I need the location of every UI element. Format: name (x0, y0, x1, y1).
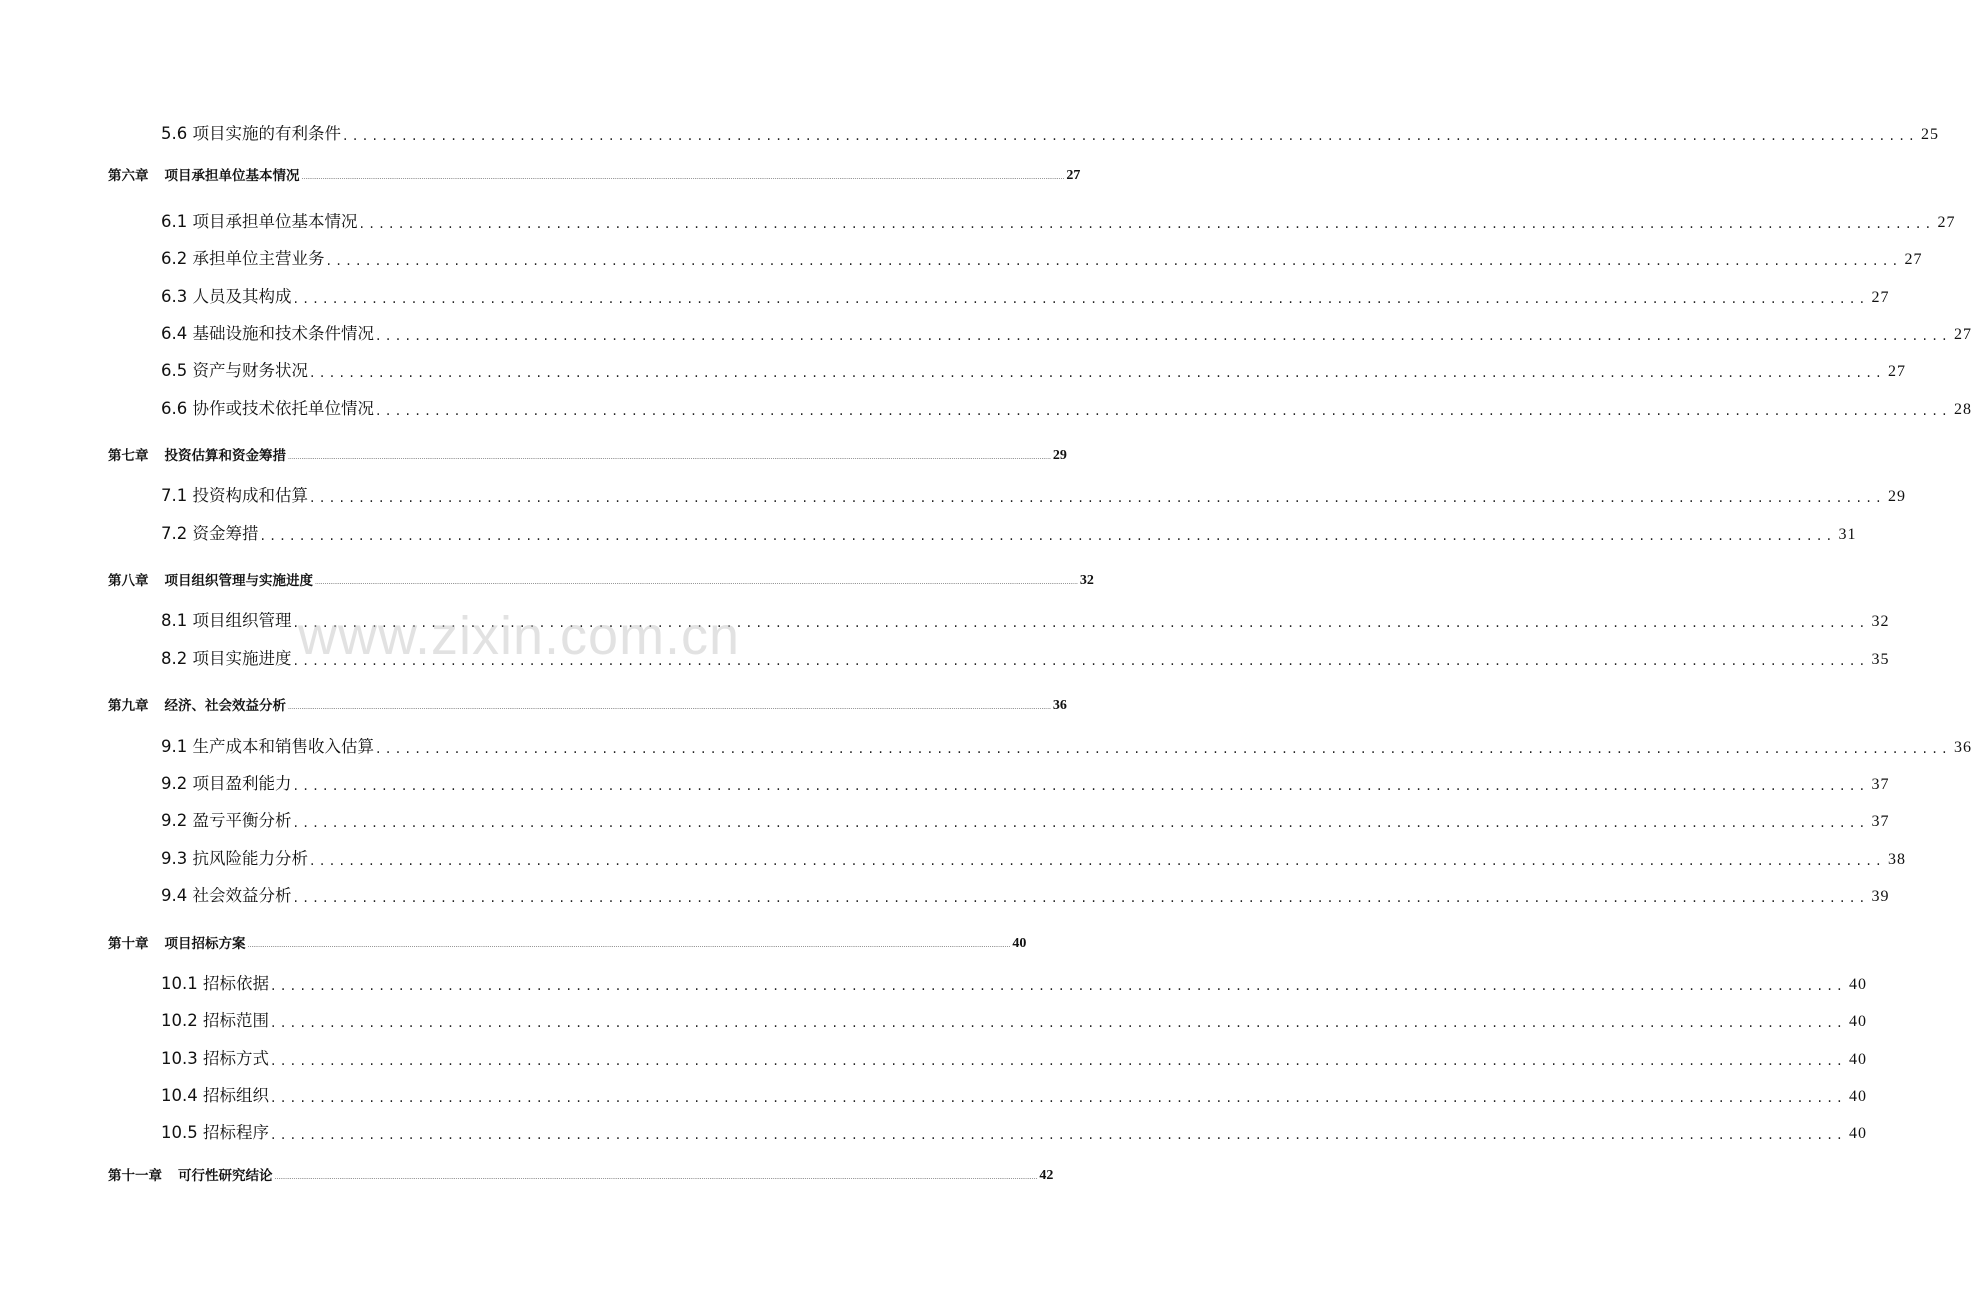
dot-leader: ................................................................................................................................................................ (293, 778, 1870, 794)
toc-section-entry[interactable] (161, 645, 1890, 669)
dot-leader: ................................................................................................................................................................ (359, 216, 1936, 232)
toc-entry-label: 10.1 招标依据 (161, 974, 269, 993)
toc-entry-label: 9.1 生产成本和销售收入估算 (161, 737, 374, 756)
toc-section-entry[interactable] (161, 882, 1890, 906)
toc-page-number: 29 (1052, 448, 1067, 463)
toc-page-number: 40 (1849, 1125, 1868, 1142)
dot-leader: ................................................................................................................................................................ (270, 1090, 1848, 1106)
toc-page-number: 31 (1838, 526, 1857, 543)
toc-section-entry[interactable] (161, 970, 1868, 994)
toc-entry-label (108, 1164, 273, 1184)
chapter-title: 可行性研究结论 (178, 1168, 273, 1184)
dot-leader: ................................................................................................................................................................ (270, 1127, 1848, 1143)
dot-leader: ................................................................................................................................................................................................................................................................................................................................................................................................................ (301, 174, 1065, 181)
toc-chapter-entry[interactable] (108, 164, 1081, 184)
toc-chapter-entry[interactable] (108, 1164, 1054, 1184)
toc-page-number: 29 (1888, 488, 1907, 505)
toc-page-number: 42 (1039, 1168, 1054, 1183)
chapter-number: 第八章 (108, 573, 149, 589)
toc-entry-label: 7.2 资金筹措 (161, 524, 259, 543)
toc-entry-label: 8.2 项目实施进度 (161, 649, 292, 668)
toc-page-number: 27 (1904, 251, 1923, 268)
toc-entry-label (108, 694, 286, 714)
toc-section-entry[interactable] (161, 845, 1907, 869)
toc-page-number: 38 (1888, 851, 1907, 868)
dot-leader: ................................................................................................................................................................ (293, 291, 1870, 307)
toc-section-entry[interactable] (161, 120, 1940, 144)
dot-leader: ................................................................................................................................................................ (326, 253, 1903, 269)
chapter-title: 项目招标方案 (164, 936, 246, 952)
dot-leader: ................................................................................................................................................................ (376, 328, 1953, 344)
dot-leader: ................................................................................................................................................................................................................................................................................................................................................................................................................ (315, 579, 1078, 586)
toc-page-number: 39 (1871, 888, 1890, 905)
toc-entry-label (108, 569, 313, 589)
toc-entry-label: 6.2 承担单位主营业务 (161, 249, 325, 268)
dot-leader: ................................................................................................................................................................ (293, 653, 1870, 669)
toc-entry-label: 8.1 项目组织管理 (161, 611, 292, 630)
toc-page-number: 28 (1954, 401, 1972, 418)
dot-leader: ................................................................................................................................................................ (376, 403, 1953, 419)
dot-leader: ................................................................................................................................................................................................................................................................................................................................................................................................................ (247, 942, 1011, 949)
toc-section-entry[interactable] (161, 1007, 1868, 1031)
toc-entry-label: 9.2 盈亏平衡分析 (161, 811, 292, 830)
toc-entry-label: 10.4 招标组织 (161, 1086, 269, 1105)
toc-entry-label (108, 444, 286, 464)
toc-page-number: 27 (1066, 168, 1081, 183)
toc-entry-label: 6.4 基础设施和技术条件情况 (161, 324, 374, 343)
toc-page-number: 32 (1871, 613, 1890, 630)
chapter-number: 第七章 (108, 448, 149, 464)
toc-chapter-entry[interactable] (108, 569, 1094, 589)
toc-entry-label: 5.6 项目实施的有利条件 (161, 124, 341, 143)
toc-page-number: 36 (1954, 739, 1972, 756)
toc-section-entry[interactable] (161, 208, 1956, 232)
toc-entry-label: 10.2 招标范围 (161, 1011, 269, 1030)
toc-entry-label: 6.6 协作或技术依托单位情况 (161, 399, 374, 418)
toc-page-number: 40 (1849, 1051, 1868, 1068)
toc-section-entry[interactable] (161, 770, 1890, 794)
dot-leader: ................................................................................................................................................................ (293, 615, 1870, 631)
dot-leader: ................................................................................................................................................................ (260, 528, 1837, 544)
toc-page-number: 40 (1849, 976, 1868, 993)
toc-section-entry[interactable] (161, 520, 1857, 544)
toc-section-entry[interactable] (161, 1119, 1868, 1143)
toc-entry-label (108, 932, 246, 952)
toc-entry-label: 10.5 招标程序 (161, 1123, 269, 1142)
dot-leader: ................................................................................................................................................................ (270, 1015, 1848, 1031)
toc-page-number: 40 (1849, 1088, 1868, 1105)
toc-page-number: 35 (1871, 651, 1890, 668)
dot-leader: ................................................................................................................................................................ (310, 490, 1887, 506)
dot-leader: ................................................................................................................................................................ (293, 815, 1870, 831)
toc-section-entry[interactable] (161, 807, 1890, 831)
toc-chapter-entry[interactable] (108, 932, 1027, 952)
chapter-number: 第十一章 (108, 1168, 162, 1184)
chapter-number: 第十章 (108, 936, 149, 952)
toc-section-entry[interactable] (161, 607, 1890, 631)
toc-page-number: 40 (1012, 936, 1027, 951)
dot-leader: ................................................................................................................................................................ (270, 1053, 1848, 1069)
toc-page-number: 32 (1079, 573, 1094, 588)
dot-leader: ................................................................................................................................................................................................................................................................................................................................................................................................................ (288, 454, 1051, 461)
toc-chapter-entry[interactable] (108, 444, 1067, 464)
toc-section-entry[interactable] (161, 395, 1972, 419)
dot-leader: ................................................................................................................................................................ (343, 128, 1920, 144)
toc-entry-label: 9.2 项目盈利能力 (161, 774, 292, 793)
chapter-title: 经济、社会效益分析 (164, 698, 286, 714)
dot-leader: ................................................................................................................................................................ (310, 853, 1887, 869)
toc-page-number: 27 (1888, 363, 1907, 380)
toc-section-entry[interactable] (161, 482, 1907, 506)
dot-leader: ................................................................................................................................................................................................................................................................................................................................................................................................................ (274, 1174, 1038, 1181)
chapter-number: 第九章 (108, 698, 149, 714)
toc-entry-label: 6.3 人员及其构成 (161, 287, 292, 306)
toc-section-entry[interactable] (161, 245, 1923, 269)
toc-page-number: 27 (1954, 326, 1972, 343)
toc-section-entry[interactable] (161, 320, 1972, 344)
toc-page-number: 37 (1871, 813, 1890, 830)
dot-leader: ................................................................................................................................................................ (310, 365, 1887, 381)
toc-page-number: 27 (1937, 214, 1956, 231)
toc-entry-label: 9.3 抗风险能力分析 (161, 849, 308, 868)
toc-entry-label (108, 164, 300, 184)
chapter-title: 投资估算和资金筹措 (164, 448, 286, 464)
toc-entry-label: 6.1 项目承担单位基本情况 (161, 212, 358, 231)
toc-entry-label: 9.4 社会效益分析 (161, 886, 292, 905)
toc-entry-label: 10.3 招标方式 (161, 1049, 269, 1068)
watermark: www.zixin.com.cn (298, 606, 741, 666)
dot-leader: ................................................................................................................................................................ (293, 890, 1870, 906)
dot-leader: ................................................................................................................................................................................................................................................................................................................................................................................................................ (288, 704, 1051, 711)
dot-leader: ................................................................................................................................................................ (270, 978, 1848, 994)
toc-page-number: 36 (1052, 698, 1067, 713)
toc-entry-label: 7.1 投资构成和估算 (161, 486, 308, 505)
toc-section-entry[interactable] (161, 1082, 1868, 1106)
toc-page-number: 25 (1921, 126, 1940, 143)
toc-page-number: 37 (1871, 776, 1890, 793)
toc-section-entry[interactable] (161, 357, 1907, 381)
toc-section-entry[interactable] (161, 733, 1972, 757)
toc-entry-label: 6.5 资产与财务状况 (161, 361, 308, 380)
toc-section-entry[interactable] (161, 283, 1890, 307)
toc-page-number: 27 (1871, 289, 1890, 306)
toc-section-entry[interactable] (161, 1045, 1868, 1069)
chapter-title: 项目组织管理与实施进度 (164, 573, 313, 589)
toc-page-number: 40 (1849, 1013, 1868, 1030)
dot-leader: ................................................................................................................................................................ (376, 741, 1953, 757)
toc-chapter-entry[interactable] (108, 694, 1067, 714)
chapter-number: 第六章 (108, 168, 149, 184)
chapter-title: 项目承担单位基本情况 (164, 168, 300, 184)
